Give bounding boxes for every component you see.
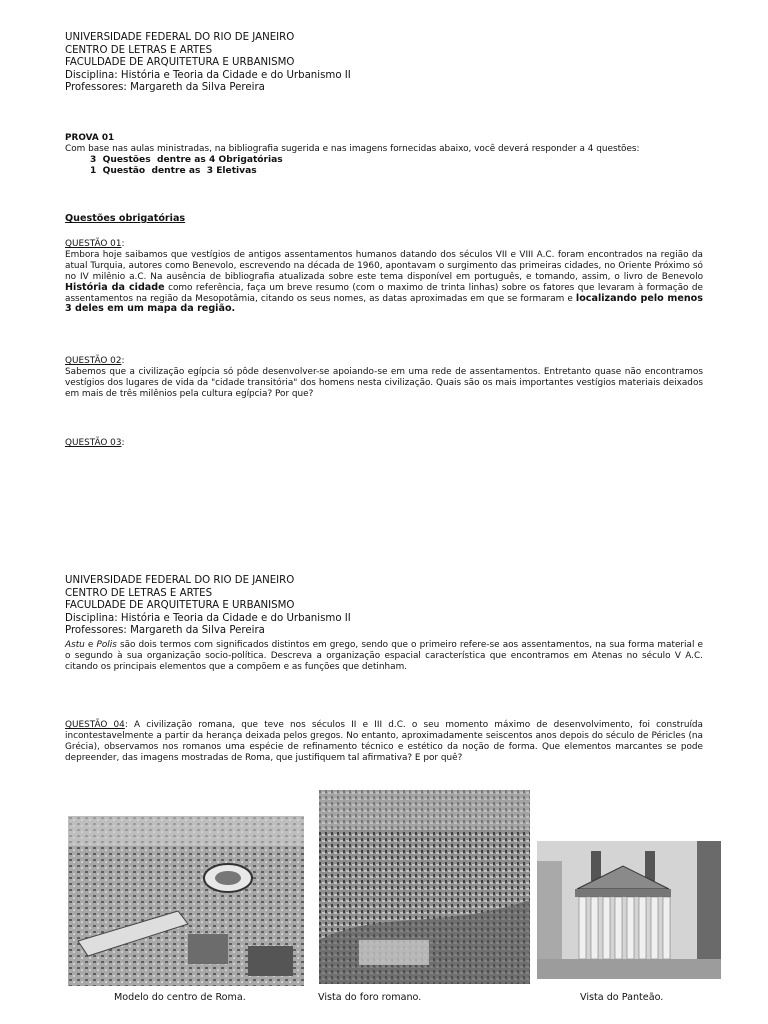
question-1-text-a: Embora hoje saibamos que vestígios de antigos assentamentos humanos datando dos séculos VII e VIII A.C. foram encontrados na região da atual Turquia, autores como Benevolo, escrevendo na década de 1960, apontavam o surgimento das primeiras cidades, no Oriente Próximo só no IV milênio a.C. Na ausência de bibliografia atualizada sobre este tema disponível em português, e tomando, assim, o livro de Benevolo [65,249,703,282]
header-professors: Professores: Margareth da Silva Pereira [65,82,265,94]
term-polis: Polis [96,640,117,650]
header-discipline: Disciplina: História e Teoria da Cidade e do Urbanismo II [65,69,351,81]
institution-header-bottom [65,575,703,638]
header2-professors: Professores: Margareth da Silva Pereira [65,625,265,637]
caption-pantheon: Vista do Panteão. [580,992,664,1003]
header2-discipline: Disciplina: História e Teoria da Cidade e do Urbanismo II [65,612,351,624]
question-4 [65,720,703,764]
header-faculty: FACULDADE DE ARQUITETURA E URBANISMO [65,57,295,69]
institution-header-top [65,32,703,95]
question-1-book-title: História da cidade [65,281,165,293]
caption-roman-forum: Vista do foro romano. [318,992,422,1003]
question-2: QUESTÃO 02: Sabemos que a civilização egípcia só pôde desenvolver-se apoiando-se em uma rede de assentamentos. Entretanto quase não encontramos vestígios dos lugares de vida da "cidade transitória" dos homens nesta civilização. Quais são os mais importantes vestígios materiais deixados em mais de três milênios pela cultura egípcia? Por que? [65,356,703,399]
roman-forum-photo [319,790,530,984]
question-3-body [65,640,703,673]
header-center: CENTRO DE LETRAS E ARTES [65,44,213,56]
question-1-label: QUESTÃO 01 [65,239,122,249]
caption-rome-model: Modelo do centro de Roma. [114,992,246,1003]
header2-university: UNIVERSIDADE FEDERAL DO RIO DE JANEIRO [65,575,295,586]
question-1: QUESTÃO 01: Embora hoje saibamos que vestígios de antigos assentamentos humanos datando dos séculos VII e VIII A.C. foram encontrados na região da atual Turquia, autores como Benevolo, escrevendo na década de 1960, apontavam o surgimento das primeiras cidades, no Oriente Próximo só no IV milênio a.C. Na ausência de bibliografia atualizada sobre este tema disponível em português, e tomando, assim, o livro de Benevolo História da cidade como referência, faça um breve resumo (com o maximo de trinta linhas) sobre os fatores que levaram à formação de assentamentos na região da Mesopotâmia, citando os seus nomes, as datas aproximadas em que se formaram e localizando pelo menos 3 deles em um mapa da região. [65,239,703,315]
exam-requirement-2: 1 Questão dentre as 3 Eletivas [90,166,257,177]
mandatory-heading: Questões obrigatórias [65,213,186,224]
rome-model-photo [68,816,304,986]
connector-text: e [84,640,97,650]
question-3: QUESTÃO 03: [65,438,125,448]
question-2-text: Sabemos que a civilização egípcia só pôde desenvolver-se apoiando-se em uma rede de assentamentos. Entretanto quase não encontramos vestígios dos lugares de vida da "cidade transitória" dos homens nesta civilização. Quais são os mais importantes vestígios materiais deixados em mais de três milênios pela cultura egípcia? Por que? [65,366,703,399]
question-3-label: QUESTÃO 03 [65,438,122,448]
header-university: UNIVERSIDADE FEDERAL DO RIO DE JANEIRO [65,32,295,43]
question-4-label: QUESTÃO 04 [65,720,125,730]
pantheon-photo [537,841,721,979]
question-1-text-b: como referência, faça um breve resumo (com o maximo de trinta linhas) sobre os fatores que levaram à formação de assentamentos na região da Mesopotâmia, citando os seus nomes, as datas aproximadas em que se formaram e [65,282,703,304]
exam-intro [65,133,703,178]
exam-requirement-1: 3 Questões dentre as 4 Obrigatórias [90,154,283,165]
question-3-text: são dois termos com significados distintos em grego, sendo que o primeiro refere-se aos assentamentos, na sua forma material e o segundo à sua organização socio-política. Descreva a organização espacial característica que encontramos em Atenas no século V A.C. citando os principais elementos que a compõem e as funções que detinham. [65,640,703,672]
question-2-label: QUESTÃO 02 [65,356,122,366]
term-astu: Astu [65,640,85,650]
exam-instructions: Com base nas aulas ministradas, na bibliografia sugerida e nas imagens fornecidas abaixo, você deverá responder a 4 questões: [65,143,640,154]
question-1-emphasis: localizando pelo menos 3 deles em um mapa da região. [65,292,703,315]
header2-center: CENTRO DE LETRAS E ARTES [65,587,213,599]
header2-faculty: FACULDADE DE ARQUITETURA E URBANISMO [65,600,295,612]
exam-title: PROVA 01 [65,133,115,143]
question-4-text: : A civilização romana, que teve nos séculos II e III d.C. o seu momento máximo de desenvolvimento, foi construída incontestavelmente a partir da herança deixada pelos gregos. No entanto, aproximadamente seiscentos anos depois do século de Péricles (na Grécia), observamos nos romanos uma espécie de refinamento técnico e estético da noção de forma. Que elementos marcantes se pode depreender, das imagens mostradas de Roma, que justifiquem tal afirmativa? E por quê? [65,720,703,763]
